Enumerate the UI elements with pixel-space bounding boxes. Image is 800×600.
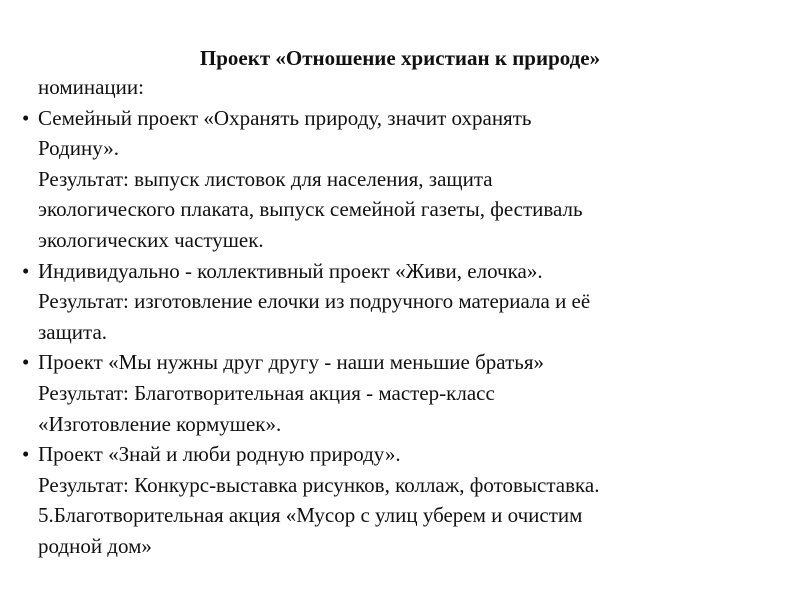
line-text: Результат: Конкурс-выставка рисунков, коллаж, фотовыставка. xyxy=(38,472,600,497)
line-text: защита. xyxy=(38,319,108,344)
text-line xyxy=(22,378,792,409)
line-text: экологических частушек. xyxy=(38,227,264,252)
bullet: • xyxy=(22,105,30,130)
line-text: экологического плаката, выпуск семейной газеты, фестиваль xyxy=(38,197,583,222)
text-line xyxy=(22,103,792,134)
text-line xyxy=(22,72,792,103)
text-line xyxy=(22,133,792,164)
line-text: Проект «Знай и люби родную природу». xyxy=(38,442,401,467)
text-line xyxy=(22,286,792,317)
line-text: Индивидуально - коллективный проект «Живи, елочка». xyxy=(38,258,543,283)
bullet: • xyxy=(22,350,30,375)
text-line xyxy=(22,409,792,440)
text-line xyxy=(22,317,792,348)
line-text: Родину». xyxy=(38,136,119,161)
line-text: Результат: изготовление елочки из подручного материала и её xyxy=(38,289,591,314)
line-text: Результат: Благотворительная акция - мастер-класс xyxy=(38,380,495,405)
line-text: Проект «Мы нужны друг другу - наши меньшие братья» xyxy=(38,350,544,375)
slide-title: Проект «Отношение христиан к природе» xyxy=(199,46,601,70)
line-text: Результат: выпуск листовок для населения, защита xyxy=(38,166,493,191)
text-line xyxy=(22,225,792,256)
line-text: «Изготовление кормушек». xyxy=(38,411,282,436)
line-text: родной дом» xyxy=(38,533,152,558)
text-line xyxy=(22,256,792,287)
slide-body xyxy=(22,72,792,562)
line-text: Семейный проект «Охранять природу, значит охранять xyxy=(38,105,532,130)
text-line xyxy=(22,194,792,225)
bullet: • xyxy=(22,442,30,467)
bullet: • xyxy=(22,258,30,283)
text-line xyxy=(22,531,792,562)
text-line xyxy=(22,500,792,531)
line-text: 5.Благотворительная акция «Мусор с улиц уберем и очистим xyxy=(38,503,583,528)
text-line xyxy=(22,439,792,470)
line-text: номинации: xyxy=(38,75,144,99)
text-line xyxy=(22,347,792,378)
text-line xyxy=(22,164,792,195)
text-line xyxy=(22,470,792,501)
